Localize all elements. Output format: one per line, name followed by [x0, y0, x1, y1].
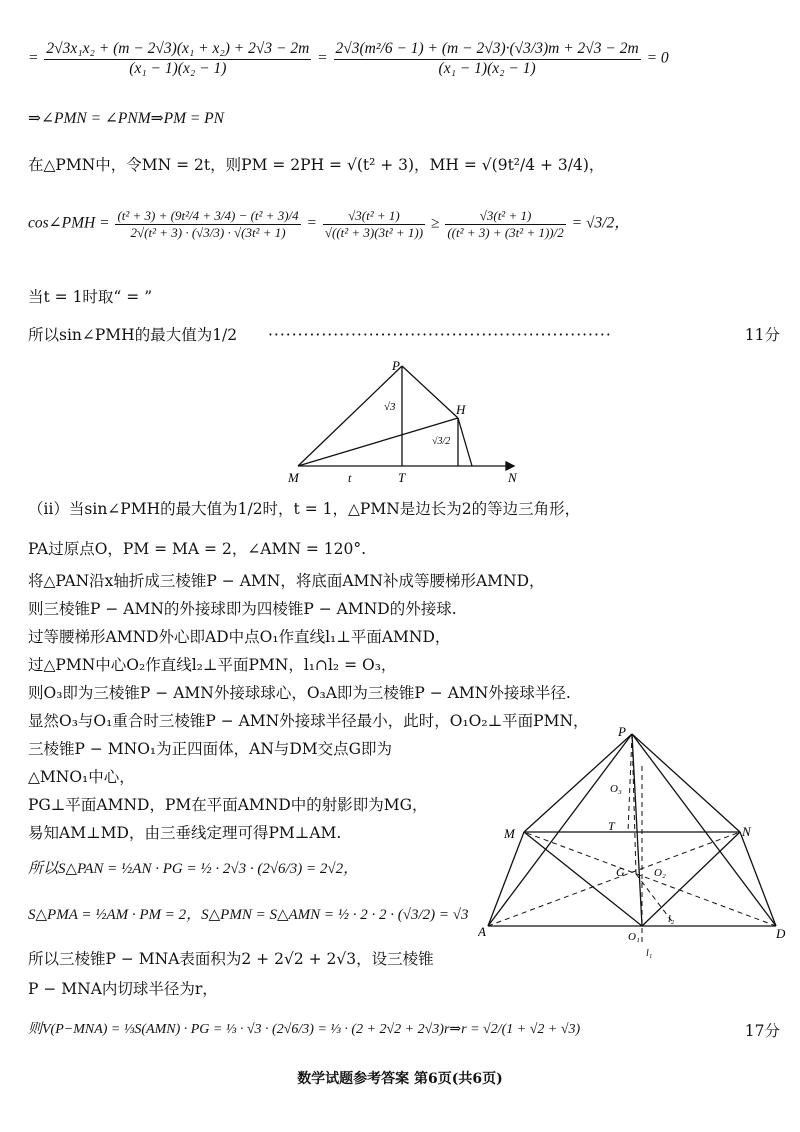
label-sqrt3: √3: [384, 401, 396, 413]
eq1-right-fraction: [334, 40, 641, 78]
cos-fraction-1: [115, 208, 300, 240]
label-M2: M: [504, 826, 515, 841]
volume-text: 则V(P−MNA) = ⅓S(AMN) · PG = ⅓ · √3 · (2√6/3) = ⅓ · (2 + 2√2 + 2√3)r⇒r = √2/(1 + √2 + √3): [28, 1022, 581, 1037]
cos-den-1: 2√(t² + 3) · (√3/3) · √(3t² + 1): [130, 224, 286, 240]
edge-pn: [632, 734, 740, 832]
let-mn-line: 在△PMN中，令MN = 2t，则PM = 2PH = √(t² + 3)，MH = √(9t²/4 + 3/4)，: [28, 156, 605, 174]
side-ph: [402, 366, 458, 418]
eq1-right-denominator: (x₁ − 1)(x₂ − 1): [438, 59, 536, 77]
label-P: P: [392, 358, 400, 373]
equation-1: = $\frac{\text{2√3x₁x₂ + (m − 2√3)(x₁ + x₂) + 2√3 − 2m}}{\text{(x₁ − 1)(x₂ − 1)}}$ = $\frac{\text{2√3(m²/6 − 1) + (m − 2√3)·(√3/3)m + 2√3 − 2m}}{\text{(x₁ − 1)(x₂ − 1)}}$ = 0: [28, 40, 669, 77]
max-sin-text: 所以sin∠PMH的最大值为1/2: [28, 326, 238, 344]
part2-line4: 则三棱锥P − AMN的外接球即为四棱锥P − AMND的外接球.: [28, 600, 457, 618]
part2-line8: 显然O₃与O₁重合时三棱锥P − AMN外接球半径最小，此时，O₁O₂⊥平面PMN，: [28, 712, 589, 730]
surface-line: 所以三棱锥P − MNA表面积为2 + 2√2 + 2√3，设三棱锥: [28, 950, 434, 968]
label-t: t: [348, 471, 352, 485]
label-O3: O₃: [610, 783, 622, 795]
cos-num-3: √3(t² + 1): [445, 208, 565, 225]
insphere-line: P − MNA内切球半径为r，: [28, 980, 218, 998]
max-sin-line: [28, 326, 780, 345]
edge-am: [488, 832, 524, 926]
edge-dn: [740, 832, 776, 926]
cos-den-2: √((t² + 3)(3t² + 1)): [324, 224, 424, 240]
score-17: 17分: [744, 1022, 780, 1040]
edge-mo1: [524, 832, 642, 926]
line-pt: [628, 734, 632, 832]
label-G: G: [616, 865, 625, 879]
part2-line3: 将△PAN沿x轴折成三棱锥P − AMN，将底面AMN补成等腰梯形AMND，: [28, 572, 545, 590]
diag-dm: [524, 832, 776, 926]
edge-po1: [632, 734, 642, 926]
label-l2: l₂: [668, 914, 675, 925]
label-l1: l₁: [646, 948, 653, 959]
cos-fraction-3: [445, 208, 565, 240]
extension-line: [458, 418, 472, 466]
score-11: 11分: [744, 326, 780, 344]
triangle-figure: [280, 358, 530, 488]
label-P2: P: [618, 726, 626, 739]
area-line-1: 所以S△PAN = ½AN · PG = ½ · 2√3 · (2√6/3) = 2√2，: [28, 861, 359, 877]
part2-line9: 三棱锥P − MNO₁为正四面体，AN与DM交点G即为: [28, 740, 393, 758]
pyramid-figure: [478, 726, 794, 962]
area-line-2: S△PMA = ½AM · PM = 2，S△PMN = S△AMN = ½ · 2 · 2 · (√3/2) = √3: [28, 907, 469, 923]
label-A: A: [478, 924, 486, 939]
label-T2: T: [608, 819, 615, 833]
cos-ge: ≥: [430, 214, 440, 232]
part2-line1: （ⅱ）当sin∠PMH的最大值为1/2时，t = 1，△PMN是边长为2的等边三角形，: [28, 500, 581, 518]
eq1-left-numerator: 2√3x₁x₂ + (m − 2√3)(x₁ + x₂) + 2√3 − 2m: [44, 40, 311, 60]
cos-num-2: √3(t² + 1): [323, 208, 425, 225]
eq1-left-denominator: (x₁ − 1)(x₂ − 1): [129, 59, 227, 77]
cos-den-3: ((t² + 3) + (3t² + 1))/2: [447, 224, 564, 240]
part2-line7: 则O₃即为三棱锥P − AMN外接球球心，O₃A即为三棱锥P − AMN外接球半径.: [28, 684, 571, 702]
edge-no1: [642, 832, 740, 926]
implies-line: ⇒∠PMN = ∠PNM⇒PM = PN: [28, 110, 224, 127]
eq1-left-fraction: [44, 40, 311, 78]
label-O1: O₁: [628, 931, 640, 943]
label-N2: N: [742, 824, 751, 839]
label-M: M: [288, 470, 299, 485]
eq1-right-numerator: 2√3(m²/6 − 1) + (m − 2√3)·(√3/3)m + 2√3 − 2m: [334, 40, 641, 60]
label-D: D: [776, 926, 786, 941]
label-N: N: [508, 470, 517, 485]
label-H: H: [456, 402, 466, 417]
part2-line6: 过△PMN中心O₂作直线l₂⊥平面PMN，l₁∩l₂ = O₃，: [28, 656, 397, 674]
label-T: T: [398, 470, 406, 485]
cos-label: cos∠PMH =: [28, 214, 110, 232]
label-sqrt3-over-2: √3/2: [432, 436, 451, 447]
page-footer: 数学试题参考答案 第6页(共6页): [297, 1071, 503, 1087]
eq1-result: = 0: [646, 49, 669, 67]
part2-line12: 易知AM⊥MD，由三垂线定理可得PM⊥AM.: [28, 824, 342, 842]
equality-condition: 当t = 1时取“ = ”: [28, 288, 153, 306]
cos-fraction-2: [323, 208, 425, 240]
arrow-n: [506, 462, 514, 470]
part2-line5: 过等腰梯形AMND外心即AD中点O₁作直线l₁⊥平面AMND，: [28, 628, 451, 646]
label-O2: O₂: [654, 867, 666, 879]
diag-an: [488, 832, 740, 926]
part2-line11: PG⊥平面AMND，PM在平面AMND中的射影即为MG，: [28, 796, 428, 814]
cos-equation: cos∠PMH = $\frac{\text{(t² + 3) + (9t²/4 + 3/4) − (t² + 3)/4}}{\text{2√(t² + 3) · (√3/3) · √(3t² + 1)}}$ = $\frac{\text{√3(t² + 1)}}{\text{√((t² + 3)(3t² + 1))}}$ ≥ $\frac{\text{√3(t² + 1)}}{\text{((t² + 3) + (3t² + 1))/2}}$ = √3/2，: [28, 208, 630, 240]
cos-final: = √3/2，: [571, 214, 630, 232]
cos-num-1: (t² + 3) + (9t²/4 + 3/4) − (t² + 3)/4: [117, 208, 299, 223]
volume-line: [28, 1022, 780, 1039]
part2-line2: PA过原点O，PM = MA = 2，∠AMN = 120°.: [28, 540, 367, 558]
dot-leader: ··························································: [268, 326, 612, 344]
part2-line10: △MNO₁中心，: [28, 768, 135, 786]
